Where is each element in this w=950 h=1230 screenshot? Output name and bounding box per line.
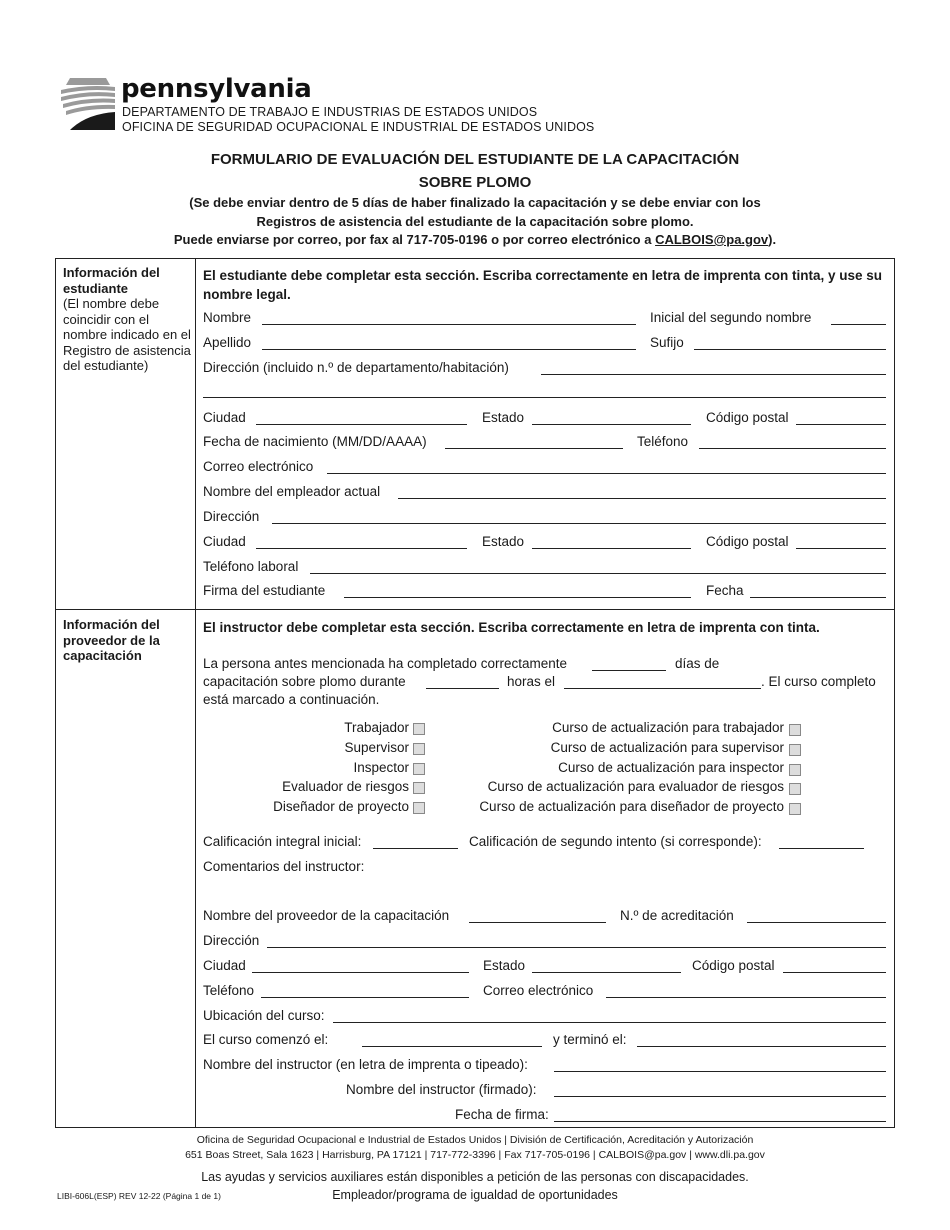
subtitle-line-3 xyxy=(0,232,950,247)
state-field[interactable] xyxy=(532,424,691,425)
checkbox-worker[interactable] xyxy=(413,723,425,735)
subtitle-line-1: (Se debe enviar dentro de 5 días de haber finalizado la capacitación y se debe enviar con los xyxy=(189,195,761,210)
footer-equal-opportunity-line: Empleador/programa de igualdad de oportunidades xyxy=(332,1188,618,1202)
course-label-worker: Trabajador xyxy=(344,720,409,735)
footer-address-line: 651 Boas Street, Sala 1623 | Harrisburg, PA 17121 | 717-772-3396 | Fax 717-705-0196 | CALBOIS@pa.gov | www.dli.pa.gov xyxy=(185,1149,765,1161)
provider-address-label: Dirección xyxy=(203,933,260,948)
zip-label: Código postal xyxy=(706,410,789,425)
city-field[interactable] xyxy=(256,424,467,425)
checkbox-refresher-project-designer[interactable] xyxy=(789,803,801,815)
subtitle-line-2: Registros de asistencia del estudiante de la capacitación sobre plomo. xyxy=(256,214,694,229)
instructor-print-field[interactable] xyxy=(554,1071,886,1072)
provider-city-label: Ciudad xyxy=(203,958,246,973)
suffix-label: Sufijo xyxy=(650,335,684,350)
days-field[interactable] xyxy=(592,670,666,671)
form-title-line-2: SOBRE PLOMO xyxy=(418,174,532,191)
employer-address-field[interactable] xyxy=(272,523,886,524)
instructor-print-label: Nombre del instructor (en letra de imprenta o tipeado): xyxy=(203,1057,528,1072)
date-label: Fecha xyxy=(706,583,744,598)
instructor-signed-label: Nombre del instructor (firmado): xyxy=(346,1082,537,1097)
checkbox-refresher-worker[interactable] xyxy=(789,724,801,736)
city-label: Ciudad xyxy=(203,410,246,425)
subtitle-line-3-end: ). xyxy=(768,232,777,247)
email-label: Correo electrónico xyxy=(203,459,314,474)
course-location-label: Ubicación del curso: xyxy=(203,1008,325,1023)
course-date-field[interactable] xyxy=(564,688,761,689)
course-label-supervisor: Supervisor xyxy=(344,740,409,755)
checkbox-refresher-inspector[interactable] xyxy=(789,764,801,776)
email-field[interactable] xyxy=(327,473,886,474)
course-label-inspector: Inspector xyxy=(353,760,409,775)
form-title-line-1: FORMULARIO DE EVALUACIÓN DEL ESTUDIANTE DE LA CAPACITACIÓN xyxy=(210,151,740,168)
course-end-field[interactable] xyxy=(637,1046,886,1047)
keystone-logo-icon xyxy=(58,72,118,132)
employer-field[interactable] xyxy=(398,498,886,499)
dob-field[interactable] xyxy=(445,448,623,449)
completion-text-f: está marcado a continuación. xyxy=(203,692,380,707)
provider-phone-field[interactable] xyxy=(261,997,469,998)
first-name-field[interactable] xyxy=(262,324,636,325)
completion-text-b: días de xyxy=(675,656,720,671)
employer-zip-label: Código postal xyxy=(706,534,789,549)
student-section-title: Información del estudiante xyxy=(63,265,160,296)
accreditation-field[interactable] xyxy=(747,922,886,923)
course-label-refresher-worker: Curso de actualización para trabajador xyxy=(552,720,784,735)
footer-accessibility-line: Las ayudas y servicios auxiliares están disponibles a petición de las personas con discapacidades. xyxy=(201,1170,749,1184)
checkbox-supervisor[interactable] xyxy=(413,743,425,755)
course-label-refresher-supervisor: Curso de actualización para supervisor xyxy=(550,740,784,755)
course-label-refresher-risk-assessor: Curso de actualización para evaluador de riesgos xyxy=(487,779,784,794)
home-address-label: Dirección (incluido n.º de departamento/habitación) xyxy=(203,360,509,375)
course-start-field[interactable] xyxy=(362,1046,542,1047)
checkbox-project-designer[interactable] xyxy=(413,802,425,814)
middle-initial-field[interactable] xyxy=(831,324,886,325)
provider-name-label: Nombre del proveedor de la capacitación xyxy=(203,908,450,923)
hours-field[interactable] xyxy=(426,688,499,689)
agency-line-1: DEPARTAMENTO DE TRABAJO E INDUSTRIAS DE ESTADOS UNIDOS xyxy=(122,105,538,119)
employer-state-field[interactable] xyxy=(532,548,691,549)
employer-city-field[interactable] xyxy=(256,548,467,549)
checkbox-refresher-risk-assessor[interactable] xyxy=(789,783,801,795)
initial-grade-field[interactable] xyxy=(373,848,458,849)
section-divider xyxy=(55,609,895,610)
provider-state-label: Estado xyxy=(483,958,526,973)
completion-text-c: capacitación sobre plomo durante xyxy=(203,674,406,689)
state-label: Estado xyxy=(482,410,525,425)
phone-label: Teléfono xyxy=(637,434,689,449)
second-grade-label: Calificación de segundo intento (si corresponde): xyxy=(469,834,762,849)
employer-label: Nombre del empleador actual xyxy=(203,484,381,499)
provider-city-field[interactable] xyxy=(252,972,469,973)
student-side-panel xyxy=(63,265,193,374)
course-start-label: El curso comenzó el: xyxy=(203,1032,329,1047)
signature-label: Firma del estudiante xyxy=(203,583,326,598)
sign-date-field[interactable] xyxy=(554,1121,886,1122)
comments-label: Comentarios del instructor: xyxy=(203,859,365,874)
provider-phone-label: Teléfono xyxy=(203,983,255,998)
provider-email-field[interactable] xyxy=(606,997,886,998)
subtitle-line-3-text: Puede enviarse por correo, por fax al 717-705-0196 o por correo electrónico a xyxy=(173,232,656,247)
checkbox-inspector[interactable] xyxy=(413,763,425,775)
contact-email-link[interactable]: CALBOIS@pa.gov xyxy=(655,232,769,247)
middle-initial-label: Inicial del segundo nombre xyxy=(650,310,812,325)
suffix-field[interactable] xyxy=(694,349,886,350)
employer-city-label: Ciudad xyxy=(203,534,246,549)
last-name-label: Apellido xyxy=(203,335,252,350)
employer-zip-field[interactable] xyxy=(796,548,886,549)
footer-office-line: Oficina de Seguridad Ocupacional e Industrial de Estados Unidos | División de Certificación, Acreditación y Autorización xyxy=(196,1134,754,1146)
course-label-project-designer: Diseñador de proyecto xyxy=(273,799,409,814)
course-label-risk-assessor: Evaluador de riesgos xyxy=(282,779,409,794)
brand-wordmark: pennsylvania xyxy=(121,74,312,104)
provider-name-field[interactable] xyxy=(469,922,606,923)
dob-label: Fecha de nacimiento (MM/DD/AAAA) xyxy=(203,434,427,449)
instructor-signed-field[interactable] xyxy=(554,1096,886,1097)
student-section-note: (El nombre debe coincidir con el nombre indicado en el Registro de asistencia del estudiante) xyxy=(63,296,191,373)
completion-text-a: La persona antes mencionada ha completado correctamente xyxy=(203,656,567,671)
provider-section-title: Información del proveedor de la capacitación xyxy=(63,617,160,663)
initial-grade-label: Calificación integral inicial: xyxy=(203,834,362,849)
course-label-refresher-project-designer: Curso de actualización para diseñador de proyecto xyxy=(479,799,784,814)
provider-state-field[interactable] xyxy=(532,972,681,973)
student-instructions: El estudiante debe completar esta sección. Escriba correctamente en letra de imprenta con tinta, y use su nombre legal. xyxy=(203,268,882,302)
course-end-label: y terminó el: xyxy=(553,1032,627,1047)
work-phone-label: Teléfono laboral xyxy=(203,559,299,574)
first-name-label: Nombre xyxy=(203,310,252,325)
home-address-field[interactable] xyxy=(541,374,886,375)
completion-text-d: horas el xyxy=(507,674,556,689)
course-location-field[interactable] xyxy=(333,1022,886,1023)
course-label-refresher-inspector: Curso de actualización para inspector xyxy=(558,760,784,775)
checkbox-refresher-supervisor[interactable] xyxy=(789,744,801,756)
provider-instructions: El instructor debe completar esta sección. Escriba correctamente en letra de imprenta con tinta. xyxy=(203,620,820,635)
accreditation-label: N.º de acreditación xyxy=(620,908,734,923)
provider-email-label: Correo electrónico xyxy=(483,983,594,998)
zip-field[interactable] xyxy=(796,424,886,425)
employer-state-label: Estado xyxy=(482,534,525,549)
home-address-field-2[interactable] xyxy=(203,397,886,398)
agency-line-2: OFICINA DE SEGURIDAD OCUPACIONAL E INDUSTRIAL DE ESTADOS UNIDOS xyxy=(122,120,595,134)
completion-text-e: . El curso completo xyxy=(761,674,876,689)
last-name-field[interactable] xyxy=(262,349,636,350)
form-id: LIBI-606L(ESP) REV 12-22 (Página 1 de 1) xyxy=(57,1191,221,1201)
provider-zip-label: Código postal xyxy=(692,958,775,973)
checkbox-risk-assessor[interactable] xyxy=(413,782,425,794)
phone-field[interactable] xyxy=(699,448,886,449)
provider-zip-field[interactable] xyxy=(783,972,886,973)
employer-address-label: Dirección xyxy=(203,509,260,524)
column-divider xyxy=(195,258,196,1128)
date-field[interactable] xyxy=(750,597,886,598)
second-grade-field[interactable] xyxy=(779,848,864,849)
signature-field[interactable] xyxy=(344,597,691,598)
provider-address-field[interactable] xyxy=(267,947,886,948)
sign-date-label: Fecha de firma: xyxy=(455,1107,549,1122)
work-phone-field[interactable] xyxy=(310,573,886,574)
